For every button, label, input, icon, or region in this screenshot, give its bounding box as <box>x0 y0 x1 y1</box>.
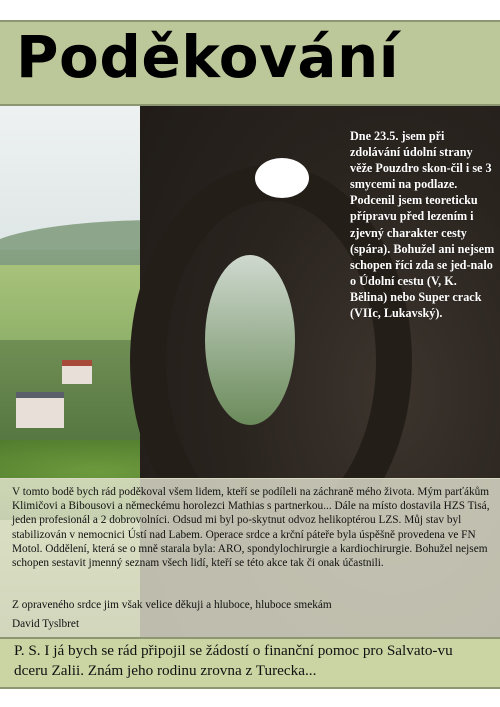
message-body: V tomto bodě bych rád poděkoval všem lidem, kteří se podíleli na záchraně mého života. Mým parťákům Klimičovi a Bibousovi a německému horolezci Mathias s partnerkou... Dále na místo dostavila HZS Tisá, jeden profesionál a 2 dobrovolníci. Odsud mi byl po-skytnut odvoz helikoptérou LZS. Můj stav byl stabilizován v nemocnici Ústí nad Labem. Operace srdce a krční páteře byla úspěšně provedena ve FN Motol. Oddělení, která se o mně starala byla: ARO, spondylochirurgie a kardiochirurgie. Bohužel nejsem schopen sestavit jmenný seznam všech lidí, kteří se této akce tak či onak účastnili. <box>12 486 490 570</box>
ring-view-opening <box>205 255 295 425</box>
light-gap <box>255 158 309 198</box>
photo-house <box>62 360 92 384</box>
intro-paragraph: Dne 23.5. jsem při zdolávání údolní strany věže Pouzdro skon-čil i se 3 smycemi na podlaze. Podcenil jsem teoreticku přípravu před lezením i zjevný charakter cesty (spára). Bohužel ani nejsem schopen říci zda se jed-nalo o Údolní cestu (V, K. Bělina) nebo Super crack (VIIc, Lukavský). <box>350 129 495 321</box>
page-title: Poděkování <box>16 23 400 91</box>
ps-text: P. S. I já bych se rád připojil se žádostí o finanční pomoc pro Salvato-vu dceru Zalii. Znám jeho rodinu zrovna z Turecka... <box>14 642 453 679</box>
photo-house <box>16 392 64 428</box>
signature: David Tyslbret <box>12 618 80 630</box>
message-closing: Z opraveného srdce jim však velice děkuji a hluboce, hluboce smekám <box>12 599 332 611</box>
